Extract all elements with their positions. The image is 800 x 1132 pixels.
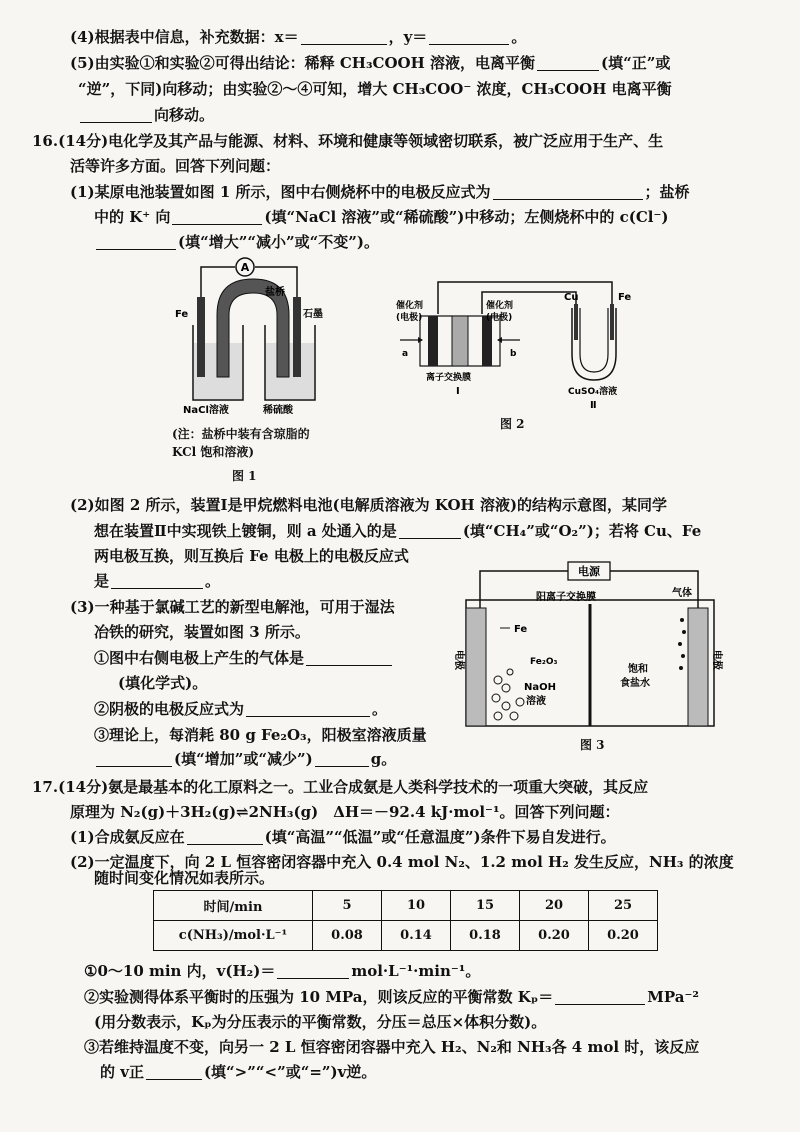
- fig1-bridge-label: 盐桥: [265, 287, 285, 298]
- q16-p2d-end: 。: [205, 572, 221, 590]
- q16-part2-line1: (2)如图 2 所示，装置Ⅰ是甲烷燃料电池(电解质溶液为 KOH 溶液)的结构示意图，某同学: [70, 496, 668, 514]
- q16-stem-line1: 16.(14分)电化学及其产品与能源、材料、环境和健康等领域密切联系，被广泛应用于生产、生: [32, 132, 664, 150]
- table-row: [154, 921, 658, 951]
- q16-part3-q1-hint: (填化学式)。: [118, 674, 208, 692]
- q15-part5-line3: [78, 104, 214, 126]
- figure-3-electrolytic-cell: [450, 560, 725, 730]
- table-cell: 10: [382, 891, 451, 921]
- table-cell: 0.14: [382, 921, 451, 951]
- answer-blank-rate[interactable]: [277, 963, 349, 979]
- fig2-electrode-left: (电极): [396, 313, 423, 323]
- fig1-note-line1: (注：盐桥中装有含琼脂的: [172, 427, 310, 441]
- right-electrode: [688, 608, 708, 726]
- table-cell: 0.20: [520, 921, 589, 951]
- fig1-acid-label: 稀硫酸: [263, 405, 293, 416]
- table-row: [154, 891, 658, 921]
- answer-blank-k-direction[interactable]: [172, 209, 262, 225]
- table-header-concentration: c(NH₃)/mol·L⁻¹: [154, 921, 313, 951]
- q16-stem-line2: 活等许多方面。回答下列问题：: [70, 157, 281, 175]
- left-electrode: [466, 608, 486, 726]
- table-cell: 0.20: [589, 921, 658, 951]
- answer-blank-cathode[interactable]: [246, 701, 370, 717]
- table-cell: 0.18: [451, 921, 520, 951]
- answer-blank-y[interactable]: [429, 29, 509, 45]
- answer-blank-gas-a[interactable]: [399, 523, 461, 539]
- q15-p5a-fill: (填“正”或: [601, 54, 671, 72]
- q16-p3c: ①图中右侧电极上产生的气体是: [94, 649, 305, 667]
- q16-part2-line4: [94, 570, 220, 592]
- fig1-fe-label: Fe: [175, 309, 189, 320]
- fig2-device1-label: Ⅰ: [456, 386, 460, 397]
- answer-blank-spontaneous[interactable]: [187, 829, 263, 845]
- q16-part3-q3-line2: [94, 748, 396, 770]
- q17-sub2: [84, 986, 699, 1008]
- q17-sub1: [84, 960, 480, 982]
- fig3-fe2o3-label: Fe₂O₃: [530, 657, 558, 667]
- table-cell: 0.08: [313, 921, 382, 951]
- q16-part3-q3: ③理论上，每消耗 80 g Fe₂O₃，阳极室溶液质量: [94, 726, 427, 744]
- table-header-time: 时间/min: [154, 891, 313, 921]
- fig1-caption: 图 1: [232, 469, 257, 483]
- fig3-brine-label: 饱和: [628, 664, 648, 675]
- q16-part3-q2: [94, 698, 387, 720]
- q15-part5-line2: “逆”，下同)向移动；由实验②～④可知，增大 CH₃COO⁻ 浓度，CH₃COOH 电离平衡: [78, 80, 672, 98]
- q17-part1: [70, 826, 616, 848]
- q15-p5a-text: (5)由实验①和实验②可得出结论：稀释 CH₃COOH 溶液，电离平衡: [70, 54, 536, 72]
- answer-blank-cl-change[interactable]: [96, 234, 176, 250]
- q17-s3b-post: (填“>”“<”或“=”)v逆。: [203, 1063, 377, 1081]
- fig3-left-electrode-label: 电极: [453, 650, 464, 670]
- fig2-cu-label: Cu: [564, 292, 579, 303]
- q17-sub3-line1: ③若维持温度不变，向另一 2 L 恒容密闭容器中充入 H₂、N₂和 NH₃各 4 mol 时，该反应: [84, 1038, 700, 1056]
- fig2-electrode-right: (电极): [486, 313, 513, 323]
- fig2-catalyst-left: 催化剂: [396, 301, 424, 311]
- nh3-concentration-table: [153, 890, 658, 951]
- q16-p1a-end: ；盐桥: [644, 183, 690, 201]
- q16-part2-line2: [94, 520, 701, 542]
- answer-blank-p5-direction[interactable]: [537, 55, 599, 71]
- q16-part3-line2: 冶铁的研究，装置如图 3 所示。: [94, 623, 310, 641]
- fig3-gas-label: 气体: [672, 588, 692, 599]
- q15-p4-y-label: ，y＝: [388, 28, 428, 46]
- u-tube: [572, 308, 616, 380]
- fig1-graphite-label: 石墨: [303, 309, 323, 320]
- q15-part4: [70, 26, 526, 48]
- answer-blank-right-electrode[interactable]: [493, 184, 643, 200]
- q15-p4-text: (4)根据表中信息，补充数据：: [70, 28, 275, 46]
- fig2-catalyst-right: 催化剂: [486, 301, 514, 311]
- answer-blank-mass-change[interactable]: [96, 751, 172, 767]
- q17-p1-post: (填“高温”“低温”或“任意温度”)条件下易自发进行。: [264, 828, 616, 846]
- fig2-inlet-a: a: [402, 349, 409, 359]
- fig3-fe-label: Fe: [514, 624, 528, 635]
- table-cell: 5: [313, 891, 382, 921]
- fig2-inlet-b: b: [510, 349, 517, 359]
- q17-stem-line1: 17.(14分)氨是最基本的化工原料之一。工业合成氨是人类科学技术的一项重大突破，其反应: [32, 778, 649, 796]
- q17-s2-pre: ②实验测得体系平衡时的压强为 10 MPa，则该反应的平衡常数 Kₚ＝: [84, 988, 554, 1006]
- graphite-electrode: [293, 297, 301, 377]
- q15-part5-line1: [70, 52, 670, 74]
- q16-p3e-end: 。: [372, 700, 388, 718]
- answer-blank-compare[interactable]: [146, 1064, 202, 1080]
- q16-p1b-pre: 中的 K⁺ 向: [94, 208, 171, 226]
- answer-blank-kp[interactable]: [555, 989, 645, 1005]
- q17-sub2-note: (用分数表示，Kₚ为分压表示的平衡常数，分压＝总压×体积分数)。: [94, 1013, 547, 1031]
- table-cell: 25: [589, 891, 658, 921]
- q16-part3-q1: [94, 647, 394, 669]
- fig3-naoh-label2: 溶液: [526, 696, 546, 707]
- q16-p2b-post: (填“CH₄”或“O₂”)；若将 Cu、Fe: [462, 522, 702, 540]
- answer-blank-fe-equation[interactable]: [111, 573, 203, 589]
- fig2-device2-label: Ⅱ: [590, 400, 597, 411]
- answer-blank-mass-value[interactable]: [315, 751, 369, 767]
- fig1-ammeter-label: A: [240, 261, 250, 274]
- answer-blank-p5-direction2[interactable]: [80, 107, 152, 123]
- q16-p2d-pre: 是: [94, 572, 110, 590]
- fig2-fe-label: Fe: [618, 292, 632, 303]
- fig3-membrane-label: 阳离子交换膜: [536, 592, 596, 603]
- q16-p1b-post: (填“NaCl 溶液”或“稀硫酸”)中移动；左侧烧杯中的 c(Cl⁻): [264, 208, 669, 226]
- answer-blank-gas[interactable]: [306, 650, 392, 666]
- fig3-right-electrode-label: 电极: [711, 650, 722, 670]
- fig1-note-line2: KCl 饱和溶液): [172, 445, 255, 459]
- q16-p3g-end: g。: [370, 750, 397, 768]
- q15-p4-end: 。: [511, 28, 527, 46]
- q17-s1-post: mol·L⁻¹·min⁻¹。: [351, 962, 481, 980]
- q17-sub3-line2: [100, 1061, 376, 1083]
- fig3-caption: 图 3: [580, 738, 605, 752]
- fig2-solution-label: CuSO₄溶液: [568, 387, 618, 397]
- figure-2-fuel-cell-plating: [390, 268, 650, 418]
- q15-p4-x-label: x＝: [274, 28, 299, 46]
- fig3-brine-label2: 食盐水: [620, 678, 650, 689]
- q17-s2-post: MPa⁻²: [647, 988, 699, 1006]
- q16-p2b-pre: 想在装置Ⅱ中实现铁上镀铜，则 a 处通入的是: [94, 522, 397, 540]
- q16-p1a: (1)某原电池装置如图 1 所示，图中右侧烧杯中的电极反应式为: [70, 183, 491, 201]
- q16-part3-line1: (3)一种基于氯碱工艺的新型电解池，可用于湿法: [70, 598, 395, 616]
- q16-p1c: (填“增大”“减小”或“不变”)。: [178, 233, 379, 251]
- q17-s1-pre: ①0～10 min 内，v(H₂)＝: [84, 962, 276, 980]
- fe-electrode: [197, 297, 205, 377]
- table-cell: 20: [520, 891, 589, 921]
- q16-part1-line1: [70, 181, 690, 203]
- q17-stem-line2: 原理为 N₂(g)＋3H₂(g)⇌2NH₃(g) ΔH＝－92.4 kJ·mol⁻¹。回答下列问题：: [70, 803, 620, 821]
- q15-p5c-text: 向移动。: [154, 106, 215, 124]
- table-cell: 15: [451, 891, 520, 921]
- q16-p3g: (填“增加”或“减少”): [174, 750, 313, 768]
- figure-1-galvanic-cell: [165, 255, 365, 420]
- fig3-naoh-label: NaOH: [524, 682, 556, 693]
- fig2-membrane-label: 离子交换膜: [426, 373, 472, 383]
- fig1-nacl-label: NaCl溶液: [183, 405, 229, 416]
- fig3-power-label: 电源: [578, 565, 600, 578]
- q17-p1-pre: (1)合成氨反应在: [70, 828, 185, 846]
- q16-part2-line3: 两电极互换，则互换后 Fe 电极上的电极反应式: [94, 547, 409, 565]
- q17-part2-line1: (2)一定温度下，向 2 L 恒容密闭容器中充入 0.4 mol N₂、1.2 mol H₂ 发生反应，NH₃ 的浓度: [70, 853, 734, 871]
- fig2-caption: 图 2: [500, 417, 525, 431]
- q16-part1-line2: [94, 206, 669, 228]
- q17-s3b-pre: 的 v正: [100, 1063, 144, 1081]
- q16-p3e: ②阴极的电极反应式为: [94, 700, 245, 718]
- ion-exchange-membrane: [452, 316, 468, 366]
- answer-blank-x[interactable]: [301, 29, 387, 45]
- q16-part1-line3: [94, 231, 379, 253]
- q17-part2-line2: 随时间变化情况如表所示。: [94, 869, 275, 887]
